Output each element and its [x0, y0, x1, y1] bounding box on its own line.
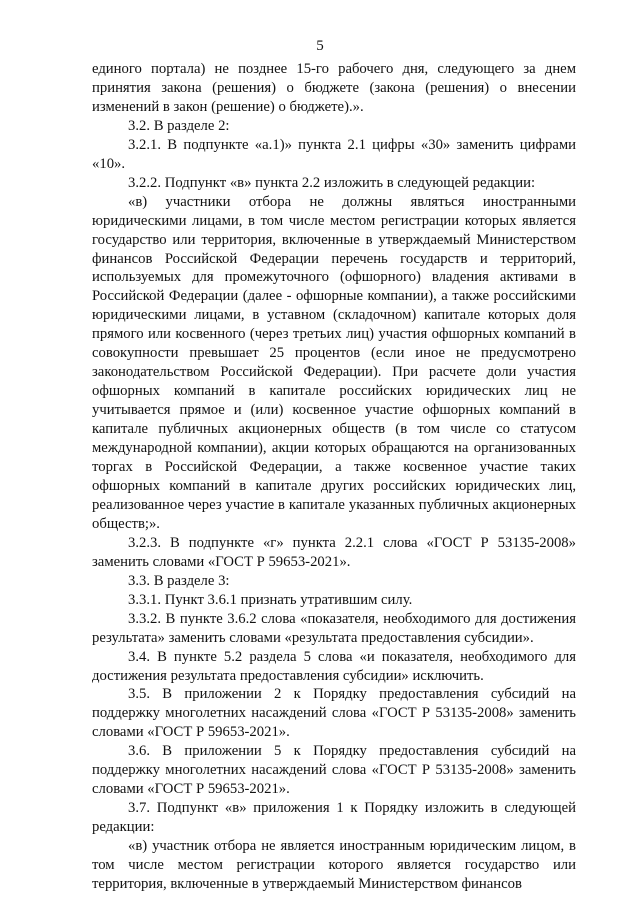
paragraph: 3.5. В приложении 2 к Порядку предоставления субсидий на поддержку многолетних насаждений слова «ГОСТ Р 53135-2008» заменить словами «ГОСТ Р 59653-2021».	[92, 686, 576, 741]
paragraph: 3.2. В разделе 2:	[128, 117, 230, 134]
paragraph: 3.2.3. В подпункте «г» пункта 2.2.1 слова «ГОСТ Р 53135-2008» заменить словами «ГОСТ Р 59653-2021».	[92, 534, 576, 570]
paragraph: 3.2.2. Подпункт «в» пункта 2.2 изложить в следующей редакции:	[128, 174, 536, 191]
paragraph: 3.6. В приложении 5 к Порядку предоставления субсидий на поддержку многолетних насаждений слова «ГОСТ Р 53135-2008» заменить словами «ГОСТ Р 59653-2021».	[92, 743, 576, 798]
paragraph: 3.7. Подпункт «в» приложения 1 к Порядку изложить в следующей редакции:	[92, 800, 576, 836]
document-body	[92, 60, 576, 894]
paragraph: 3.4. В пункте 5.2 раздела 5 слова «и показателя, необходимого для достижения результата предоставления субсидии» исключить.	[92, 648, 576, 684]
paragraph: 3.3. В разделе 3:	[128, 572, 230, 589]
paragraph: «в) участник отбора не является иностранным юридическим лицом, в том числе местом регистрации которого является государство или территория, включенные в утверждаемый Министерством финансов	[92, 838, 576, 892]
paragraph: 3.2.1. В подпункте «а.1)» пункта 2.1 цифры «30» заменить цифрами «10».	[92, 136, 576, 172]
paragraph: 3.3.2. В пункте 3.6.2 слова «показателя, необходимого для достижения результата» заменить словами «результата предоставления субсидии».	[92, 610, 576, 646]
paragraph: «в) участники отбора не должны являться иностранными юридическими лицами, в том числе местом регистрации которых является государство или территория, включенные в утверждаемый Министерством финансов Российской Федерации перечень государств и территорий, используемых для промежуточного (офшорного) владения активами в Российской Федерации (далее - офшорные компании), а также российскими юридическими лицами, в уставном (складочном) капитале которых доля прямого или косвенного (через третьих лиц) участия офшорных компаний в совокупности превышает 25 процентов (если иное не предусмотрено законодательством Российской Федерации). При расчете доли участия офшорных компаний в капитале российских юридических лиц не учитывается прямое и (или) косвенное участие офшорных компаний в капитале публичных акционерных обществ (в том числе со статусом международной компании), акции которых обращаются на организованных торгах в Российской Федерации, а также косвенное участие таких офшорных компаний в капитале других российских юридических лиц, реализованное через участие в капитале указанных публичных акционерных обществ;».	[92, 193, 576, 532]
paragraph: единого портала) не позднее 15-го рабочего дня, следующего за днем принятия закона (решения) о бюджете (закона (решения) о внесении изменений в закон (решение) о бюджете).».	[92, 61, 576, 115]
page-number: 5	[316, 38, 324, 54]
paragraph: 3.3.1. Пункт 3.6.1 признать утратившим силу.	[128, 591, 413, 608]
